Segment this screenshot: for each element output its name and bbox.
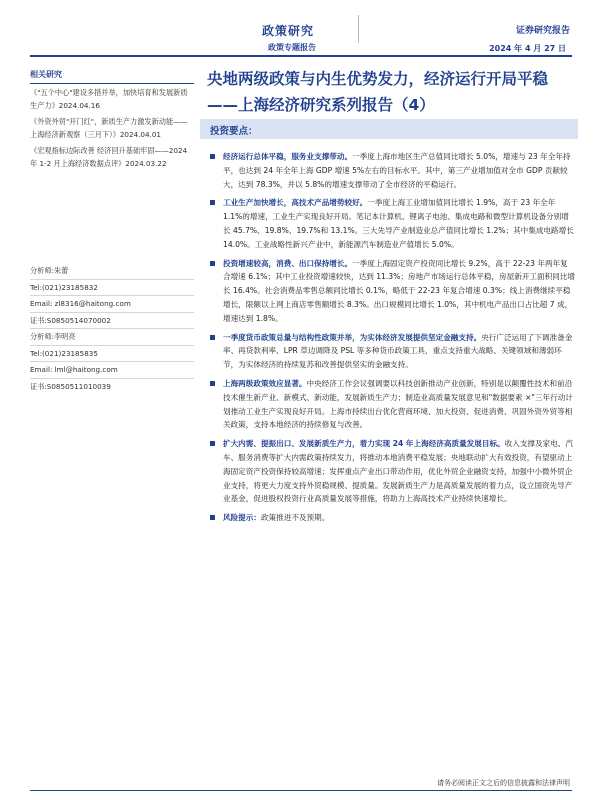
analyst-cert: 证书:S0850511010039: [30, 381, 111, 391]
bullet-text: 央行广泛运用了下调准备金率、再贷款利率、LPR 草边调降及 PSL 等多种货币政策工具，重点支持重大战略、关键领域和薄弱环节，为实体经济的持续复苏和改善提供坚实的金融支持。: [223, 332, 573, 370]
analyst-name: 分析师:李明亮: [30, 332, 76, 341]
bullet-item: [207, 437, 575, 506]
analyst-sep: [30, 312, 194, 313]
bullet-item: [207, 196, 575, 251]
analyst-sep: [30, 378, 194, 379]
analyst-email[interactable]: Email: zl8316@haitong.com: [30, 299, 131, 308]
analyst-sep: [30, 361, 194, 362]
report-body: [207, 150, 575, 530]
bullet-item: [207, 331, 575, 372]
analyst-sep: [30, 279, 194, 280]
bullet-lead: 上海两级政策效应显著。: [223, 378, 307, 388]
bullet-lead: 工业生产加快增长，高技术产品增势较好。: [223, 198, 368, 208]
header-rule: [30, 55, 572, 57]
key-points-label: 投资要点：: [210, 126, 258, 137]
analyst-email[interactable]: Email: lml@haitong.com: [30, 365, 118, 374]
analyst-sep: [30, 295, 194, 296]
related-divider: [30, 83, 194, 84]
footer-disclaimer: 请务必阅读正文之后的信息披露和法律声明: [437, 779, 570, 787]
bullet-lead: 扩大内需、提振出口、发展新质生产力，着力实现 24 年上海经济高质量发展目标。: [223, 439, 505, 449]
bullet-lead: 投资增速较高，消费、出口保持增长。: [223, 258, 353, 268]
bullet-text: 一季度上海工业增加值同比增长 1.9%，高于 23 年全年 1.1%的增速，工业生产实现良好开局。笔记本计算机、锂离子电池、集成电路和微型计算机设备分别增长 45.7%、19.8%、19.7%和 13.1%。三大先导产业制造业总产值同比增长 1.2%；其中集成电路增长 14.0%。工业战略性新兴产业中，新能源汽车制造业产值增长 5.0%。: [223, 198, 574, 249]
analyst-name: 分析师:朱蕾: [30, 266, 69, 275]
report-date: 2024 年 4 月 27 日: [489, 44, 566, 53]
related-item[interactable]: 《外资外贸"开门红"，新质生产力激发新动能——上海经济新观察（三月下）》2024.04.01: [30, 117, 188, 139]
bullet-lead: 经济运行总体平稳，服务业支撑带动。: [223, 152, 353, 161]
report-subcategory: 政策专题报告: [268, 43, 316, 52]
related-research-title: 相关研究: [30, 70, 62, 79]
bullet-text: 收入支撑及家电、汽车、服务消费等扩大内需政策持续发力，将推动本地消费平稳发展；央地联动扩大有效投资，有望驱动上海固定资产投资保持较高增速；发挥重点产业出口带动作用，优化外贸企业融资支持，加强中小微外贸企业支持，将更大力度支持外贸稳规模、提质量。发展新质生产力是高质量发展的着力点，设立国资先导产业基金，促进股权投资行业高质量发展等措施，将助力上海高技术产业持续快速增长。: [223, 439, 573, 504]
report-title: 央地两级政策与内生优势发力，经济运行开局平稳——上海经济研究系列报告（4）: [207, 70, 549, 114]
bullet-text: 中央经济工作会议强调要以科技创新推动产业创新，特别是以颠覆性技术和前沿技术催生新产业、新模式、新动能，发展新质生产力；制造业高质量发展意见和"数据要素 ×"三年行动计划推动工业生产实现良好开局。上海市持续出台优化营商环境、加大投资、促进消费、巩固外资外贸等相关政策，支持本地经济的持续修复与改善。: [223, 378, 573, 430]
bullet-text: 一季度上海固定资产投资同比增长 9.2%，高于 22-23 年两年复合增速 6.1%；其中工业投资增速较快，达到 11.3%；房地产市场运行总体平稳，房屋新开工面积同比增长 16.4%。社会消费品零售总额同比增长 0.1%，略低于 22-23 年复合增速 0.3%；线上消费继续平稳增长，限额以上网上商店零售额增长 8.3%。出口规模同比增长 1.0%，其中机电产品出口占比超 7 成，增速达到 1.8%。: [223, 258, 575, 323]
header-divider: [358, 15, 359, 43]
bullet-item: [207, 511, 575, 525]
brand-label: 证券研究报告: [515, 26, 570, 36]
analyst-block: [30, 264, 194, 393]
bullet-text: 政策推进不及预期。: [260, 513, 330, 523]
analyst-tel: Tel:(021)23185835: [30, 348, 98, 358]
analyst-cert: 证书:S0850514070002: [30, 315, 111, 325]
bullet-lead: 风险提示：: [223, 513, 261, 523]
page-header: [0, 0, 600, 62]
analyst-tel: Tel:(021)23185832: [30, 282, 98, 292]
analyst-sep: [30, 328, 194, 329]
sidebar: [30, 68, 194, 391]
bullet-item: [207, 150, 575, 191]
report-category: 政策研究: [262, 24, 315, 38]
footer-rule: [30, 790, 572, 791]
related-item[interactable]: 《"五个中心"建设多措并举，加快培育和发展新质生产力》2024.04.16: [30, 88, 188, 110]
analyst-sep: [30, 345, 194, 346]
related-item[interactable]: 《宏观指标边际改善 经济回升基础牢固——2024 年 1-2 月上海经济数据点评》2024.03.22: [30, 146, 188, 168]
key-points-banner: [200, 119, 578, 139]
bullet-item: [207, 377, 575, 432]
bullet-text: 一季度上海市地区生产总值同比增长 5.0%，增速与 23 年全年持平，也达到 24 年全年上海 GDP 增速 5%左右的目标水平。其中，第三产业增加值对全市 GDP 贡献较大，达到 78.3%，并以 5.8%的增速支撑带动了全市经济的平稳运行。: [223, 152, 571, 189]
bullet-item: [207, 257, 575, 326]
bullet-lead: 一季度货币政策总量与结构性政策并举，为实体经济发展提供坚定金融支持。: [223, 332, 482, 342]
